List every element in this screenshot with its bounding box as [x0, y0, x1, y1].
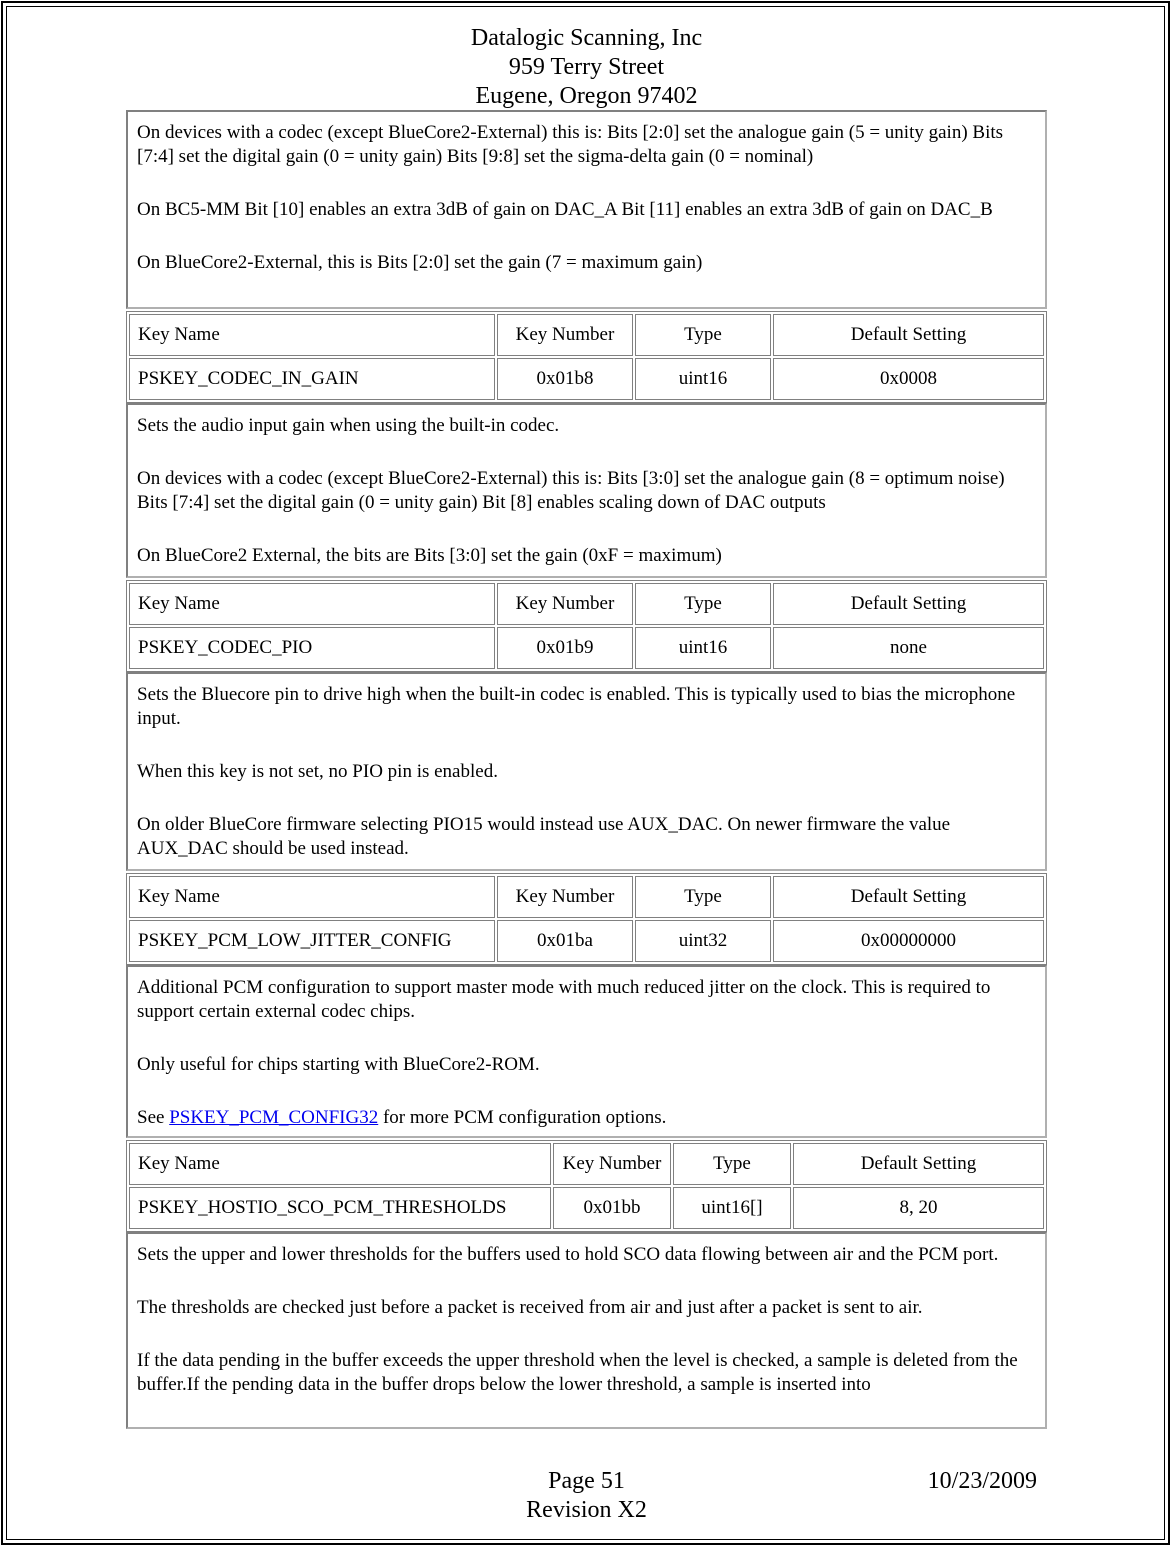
key-name: PSKEY_HOSTIO_SCO_PCM_THRESHOLDS	[129, 1187, 551, 1229]
desc-paragraph: Sets the upper and lower thresholds for the buffers used to hold SCO data flowing between air and the PCM port.	[137, 1244, 999, 1265]
document-body	[126, 110, 1047, 1431]
key-description	[126, 672, 1047, 871]
desc-paragraph: On BlueCore2 External, the bits are Bits [3:0] set the gain (0xF = maximum)	[137, 545, 722, 566]
footer-date: 10/23/2009	[927, 1468, 1037, 1494]
desc-paragraph: On older BlueCore firmware selecting PIO15 would instead use AUX_DAC. On newer firmware the value AUX_DAC should be used instead.	[137, 814, 951, 859]
desc-paragraph: The thresholds are checked just before a packet is received from air and just after a packet is sent to air.	[137, 1297, 923, 1318]
key-table	[126, 311, 1047, 403]
table-row	[129, 358, 1044, 400]
key-number: 0x01b9	[497, 627, 633, 669]
header-type: Type	[673, 1143, 791, 1185]
key-table	[126, 873, 1047, 965]
key-type: uint16[]	[673, 1187, 791, 1229]
key-number: 0x01bb	[553, 1187, 671, 1229]
see-prefix: See	[137, 1107, 170, 1128]
table-row	[129, 1187, 1044, 1229]
key-default: 8, 20	[793, 1187, 1044, 1229]
desc-paragraph: When this key is not set, no PIO pin is enabled.	[137, 761, 498, 782]
desc-paragraph: On BC5-MM Bit [10] enables an extra 3dB of gain on DAC_A Bit [11] enables an extra 3dB of gain on DAC_B	[137, 199, 993, 220]
table-header-row	[129, 583, 1044, 625]
key-table	[126, 1140, 1047, 1232]
header-default-setting: Default Setting	[773, 314, 1044, 356]
header-key-name: Key Name	[129, 583, 495, 625]
header-type: Type	[635, 583, 771, 625]
header-key-number: Key Number	[553, 1143, 671, 1185]
desc-paragraph: If the data pending in the buffer exceeds the upper threshold when the level is checked, a sample is deleted from the buffer.If the pending data in the buffer drops below the lower threshold, a sample is inserted into	[137, 1350, 1018, 1395]
page-header	[0, 24, 1173, 111]
desc-paragraph: On devices with a codec (except BlueCore2-External) this is: Bits [2:0] set the analogue gain (5 = unity gain) Bits [7:4] set the digital gain (0 = unity gain) Bits [9:8] set the sigma-delta gain (0 = nominal)	[137, 122, 1004, 167]
company-street: 959 Terry Street	[508, 54, 665, 80]
key-description	[126, 1232, 1047, 1429]
desc-paragraph: On devices with a codec (except BlueCore2-External) this is: Bits [3:0] set the analogue gain (8 = optimum noise) Bits [7:4] set the digital gain (0 = unity gain) Bit [8] enables scaling down of DAC outputs	[137, 468, 1005, 513]
key-description	[126, 965, 1047, 1138]
key-name: PSKEY_PCM_LOW_JITTER_CONFIG	[129, 920, 495, 962]
header-default-setting: Default Setting	[773, 583, 1044, 625]
key-default: none	[773, 627, 1044, 669]
header-key-number: Key Number	[497, 314, 633, 356]
header-default-setting: Default Setting	[793, 1143, 1044, 1185]
desc-paragraph: Only useful for chips starting with BlueCore2-ROM.	[137, 1054, 540, 1075]
desc-paragraph: Sets the audio input gain when using the built-in codec.	[137, 415, 560, 436]
desc-paragraph: On BlueCore2-External, this is Bits [2:0] set the gain (7 = maximum gain)	[137, 252, 703, 273]
header-key-name: Key Name	[129, 314, 495, 356]
key-number: 0x01b8	[497, 358, 633, 400]
company-name: Datalogic Scanning, Inc	[470, 25, 703, 51]
revision: Revision X2	[526, 1497, 647, 1523]
key-type: uint16	[635, 627, 771, 669]
key-description	[126, 110, 1047, 309]
key-name: PSKEY_CODEC_PIO	[129, 627, 495, 669]
desc-paragraph: Sets the Bluecore pin to drive high when the built-in codec is enabled. This is typically used to bias the microphone input.	[137, 684, 1016, 729]
see-suffix: for more PCM configuration options.	[378, 1107, 667, 1128]
key-default: 0x0008	[773, 358, 1044, 400]
key-number: 0x01ba	[497, 920, 633, 962]
company-city: Eugene, Oregon 97402	[475, 83, 698, 109]
key-description	[126, 403, 1047, 578]
key-table	[126, 580, 1047, 672]
table-header-row	[129, 314, 1044, 356]
header-key-name: Key Name	[129, 876, 495, 918]
header-key-number: Key Number	[497, 876, 633, 918]
header-key-name: Key Name	[129, 1143, 551, 1185]
header-default-setting: Default Setting	[773, 876, 1044, 918]
table-row	[129, 627, 1044, 669]
table-header-row	[129, 1143, 1044, 1185]
header-key-number: Key Number	[497, 583, 633, 625]
pskey-pcm-config32-link[interactable]: PSKEY_PCM_CONFIG32	[169, 1107, 379, 1128]
header-type: Type	[635, 314, 771, 356]
key-type: uint16	[635, 358, 771, 400]
key-type: uint32	[635, 920, 771, 962]
page-number: Page 51	[548, 1468, 625, 1494]
key-default: 0x00000000	[773, 920, 1044, 962]
header-type: Type	[635, 876, 771, 918]
key-name: PSKEY_CODEC_IN_GAIN	[129, 358, 495, 400]
table-row	[129, 920, 1044, 962]
desc-paragraph: Additional PCM configuration to support master mode with much reduced jitter on the clock. This is required to support certain external codec chips.	[137, 977, 991, 1022]
table-header-row	[129, 876, 1044, 918]
desc-paragraph	[137, 1106, 1035, 1130]
